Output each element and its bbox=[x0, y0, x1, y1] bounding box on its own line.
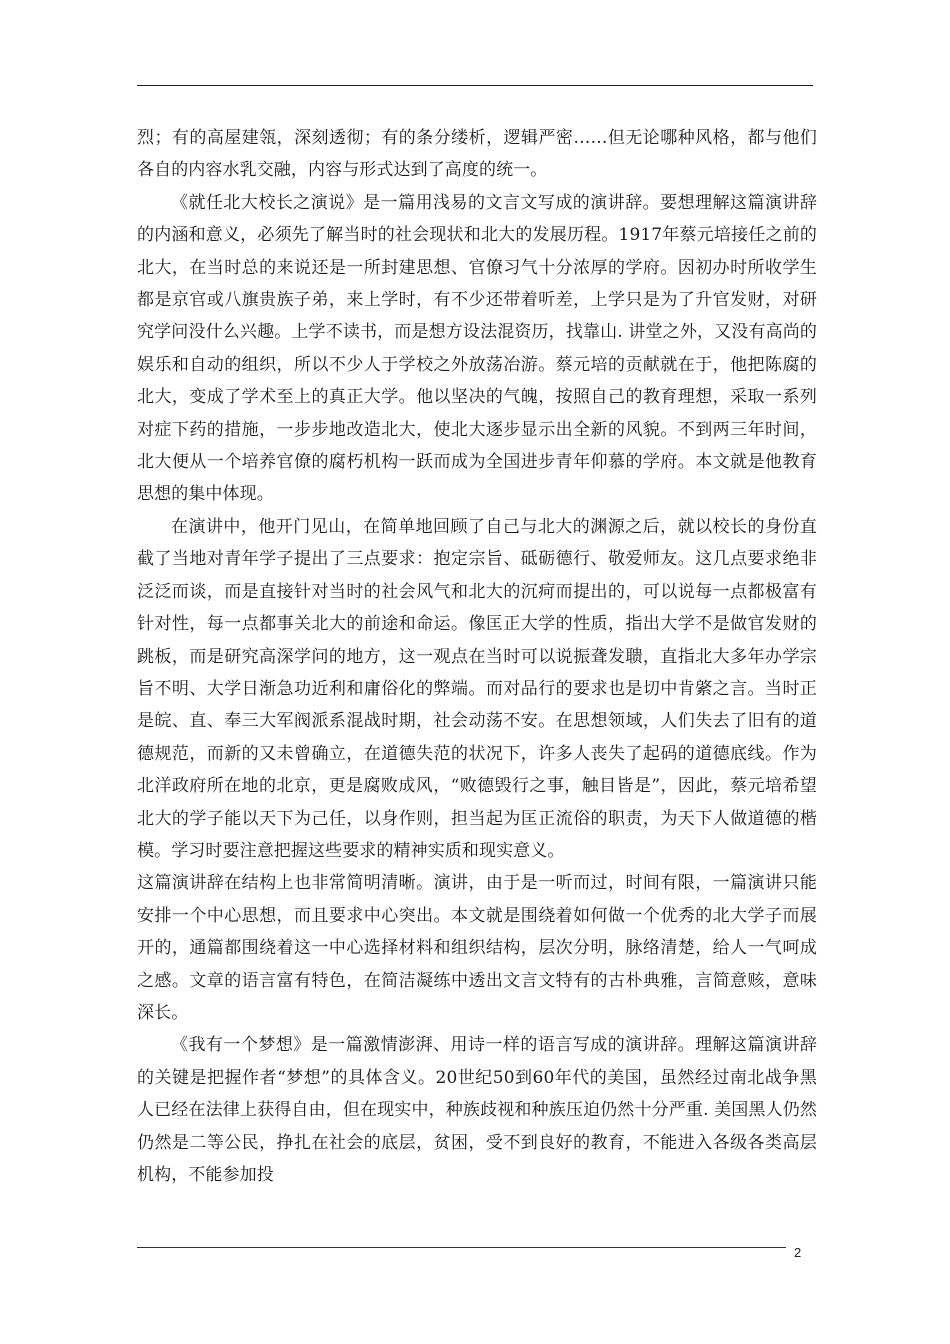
footer-rule bbox=[137, 1247, 786, 1248]
paragraph-speech-content: 在演讲中，他开门见山，在简单地回顾了自己与北大的渊源之后，就以校长的身份直截了当地对青年学子提出了三点要求：抱定宗旨、砥砺德行、敬爱师友。这几点要求绝非泛泛而谈，而是直接针对当时的社会风气和北大的沉疴而提出的，可以说每一点都极富有针对性，每一点都事关北大的前途和命运。像匡正大学的性质，指出大学不是做官发财的跳板，而是研究高深学问的地方，这一观点在当时可以说振聋发聩，直指北大多年办学宗旨不明、大学日渐急功近利和庸俗化的弊端。而对品行的要求也是切中肯綮之言。当时正是皖、直、奉三大军阀派系混战时期，社会动荡不安。在思想领域，人们失去了旧有的道德规范，而新的又未曾确立，在道德失范的状况下，许多人丧失了起码的道德底线。作为北洋政府所在地的北京，更是腐败成风，“败德毁行之事，触目皆是”，因此，蔡元培希望北大的学子能以天下为己任，以身作则，担当起为匡正流俗的职责，为天下人做道德的楷模。学习时要注意把握这些要求的精神实质和现实意义。 bbox=[137, 516, 817, 861]
page-number: 2 bbox=[794, 1245, 802, 1260]
paragraph-i-have-a-dream: 《我有一个梦想》是一篇激情澎湃、用诗一样的语言写成的演讲辞。理解这篇演讲辞的关键是把握作者“梦想”的具体含义。20世纪50到60年代的美国，虽然经过南北战争黑人已经在法律上获得自由，但在现实中，种族歧视和种族压迫仍然十分严重. 美国黑人仍然仍然是二等公民，挣扎在社会的底层，贫困，受不到良好的教育，不能进入各级各类高层机构，不能参加投 bbox=[137, 1035, 817, 1185]
header-rule bbox=[137, 85, 813, 86]
paragraph-peking-university-speech: 《就任北大校长之演说》是一篇用浅易的文言文写成的演讲辞。要想理解这篇演讲辞的内涵和意义，必须先了解当时的社会现状和北大的发展历程。1917年蔡元培接任之前的北大，在当时总的来说还是一所封建思想、官僚习气十分浓厚的学府。因初办时所收学生都是京官或八旗贵族子弟，来上学时，有不少还带着听差，上学只是为了升官发财，对研究学问没什么兴趣。上学不读书，而是想方设法混资历，找靠山. 讲堂之外，又没有高尚的娱乐和自动的组织，所以不少人于学校之外放荡冶游。蔡元培的贡献就在于，他把陈腐的北大，变成了学术至上的真正大学。他以坚决的气魄，按照自己的教育理想，采取一系列对症下药的措施，一步步地改造北大，使北大逐步显示出全新的风貌。不到两三年时间，北大便从一个培养官僚的腐朽机构一跃而成为全国进步青年仰慕的学府。本文就是他教育思想的集中体现。 bbox=[137, 192, 817, 505]
document-body bbox=[137, 122, 817, 1191]
paragraph-continued: 烈；有的高屋建瓴，深刻透彻；有的条分缕析，逻辑严密……但无论哪种风格，都与他们各自的内容水乳交融，内容与形式达到了高度的统一。 bbox=[137, 128, 817, 181]
paragraph-speech-structure: 这篇演讲辞在结构上也非常简明清晰。演讲，由于是一听而过，时间有限，一篇演讲只能安排一个中心思想，而且要求中心突出。本文就是围绕着如何做一个优秀的北大学子而展开的，通篇都围绕着这一中心选择材料和组织结构，层次分明，脉络清楚，给人一气呵成之感。文章的语言富有特色，在简洁凝练中透出文言文特有的古朴典雅，言简意赅，意味深长。 bbox=[137, 873, 817, 1023]
